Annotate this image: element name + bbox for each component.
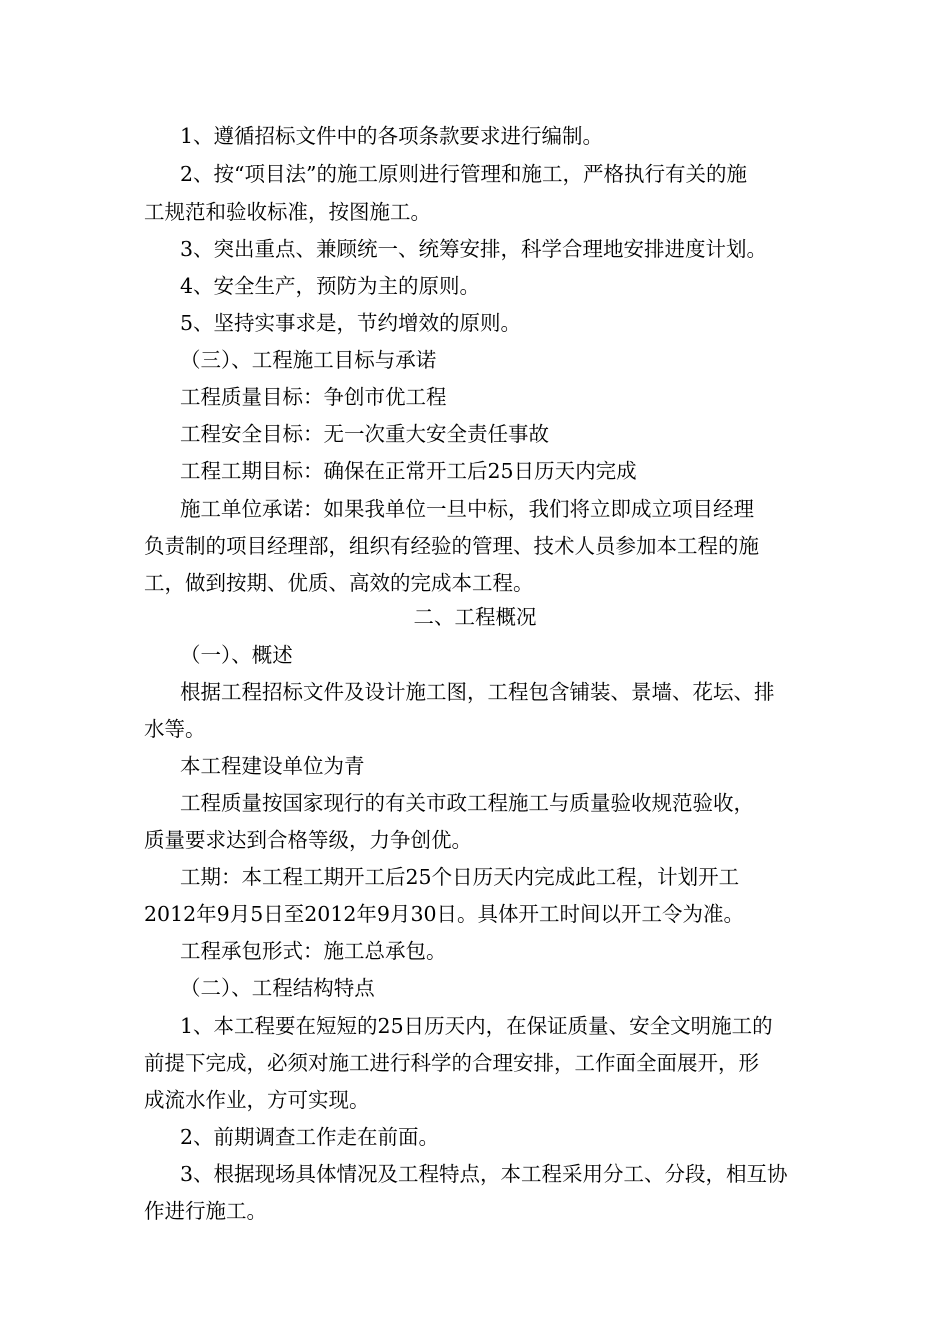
text-line: 工，做到按期、优质、高效的完成本工程。 — [144, 571, 534, 595]
text-line: 3、突出重点、兼顾统一、统筹安排，科学合理地安排进度计划。 — [180, 237, 768, 261]
chapter-heading: 二、工程概况 — [413, 605, 537, 629]
section-heading: （二）、工程结构特点 — [180, 976, 375, 1000]
text-line: 工期：本工程工期开工后25个日历天内完成此工程，计划开工 — [180, 865, 740, 889]
text-line: 工规范和验收标准，按图施工。 — [144, 200, 431, 224]
text-line: 工程质量目标：争创市优工程 — [180, 385, 447, 409]
text-line: 5、坚持实事求是，节约增效的原则。 — [180, 311, 522, 335]
text-line: 工程承包形式：施工总承包。 — [180, 939, 447, 963]
text-line: 工程质量按国家现行的有关市政工程施工与质量验收规范验收， — [180, 791, 754, 815]
text-line: 水等。 — [144, 717, 206, 741]
text-line: 成流水作业，方可实现。 — [144, 1088, 370, 1112]
text-line: 工程安全目标：无一次重大安全责任事故 — [180, 422, 549, 446]
text-line: 2、按“项目法”的施工原则进行管理和施工，严格执行有关的施 — [180, 162, 748, 186]
section-heading: （一）、概述 — [180, 643, 293, 667]
text-line: 工程工期目标：确保在正常开工后25日历天内完成 — [180, 459, 637, 483]
text-line: 4、安全生产，预防为主的原则。 — [180, 274, 481, 298]
text-line: 根据工程招标文件及设计施工图，工程包含铺装、景墙、花坛、排 — [180, 680, 775, 704]
text-line: 前提下完成，必须对施工进行科学的合理安排，工作面全面展开，形 — [144, 1051, 759, 1075]
text-line: 质量要求达到合格等级，力争创优。 — [144, 828, 472, 852]
text-line: 2、前期调查工作走在前面。 — [180, 1125, 440, 1149]
text-line: 1、遵循招标文件中的各项条款要求进行编制。 — [180, 124, 604, 148]
text-line: 施工单位承诺：如果我单位一旦中标，我们将立即成立项目经理 — [180, 497, 754, 521]
text-line: 作进行施工。 — [144, 1199, 267, 1223]
text-line: 3、根据现场具体情况及工程特点，本工程采用分工、分段，相互协 — [180, 1162, 788, 1186]
section-heading: （三）、工程施工目标与承诺 — [180, 348, 437, 372]
text-line: 本工程建设单位为青 — [180, 754, 365, 778]
text-line: 2012年9月5日至2012年9月30日。具体开工时间以开工令为准。 — [144, 902, 745, 926]
text-line: 1、本工程要在短短的25日历天内，在保证质量、安全文明施工的 — [180, 1014, 773, 1038]
text-line: 负责制的项目经理部，组织有经验的管理、技术人员参加本工程的施 — [144, 534, 759, 558]
